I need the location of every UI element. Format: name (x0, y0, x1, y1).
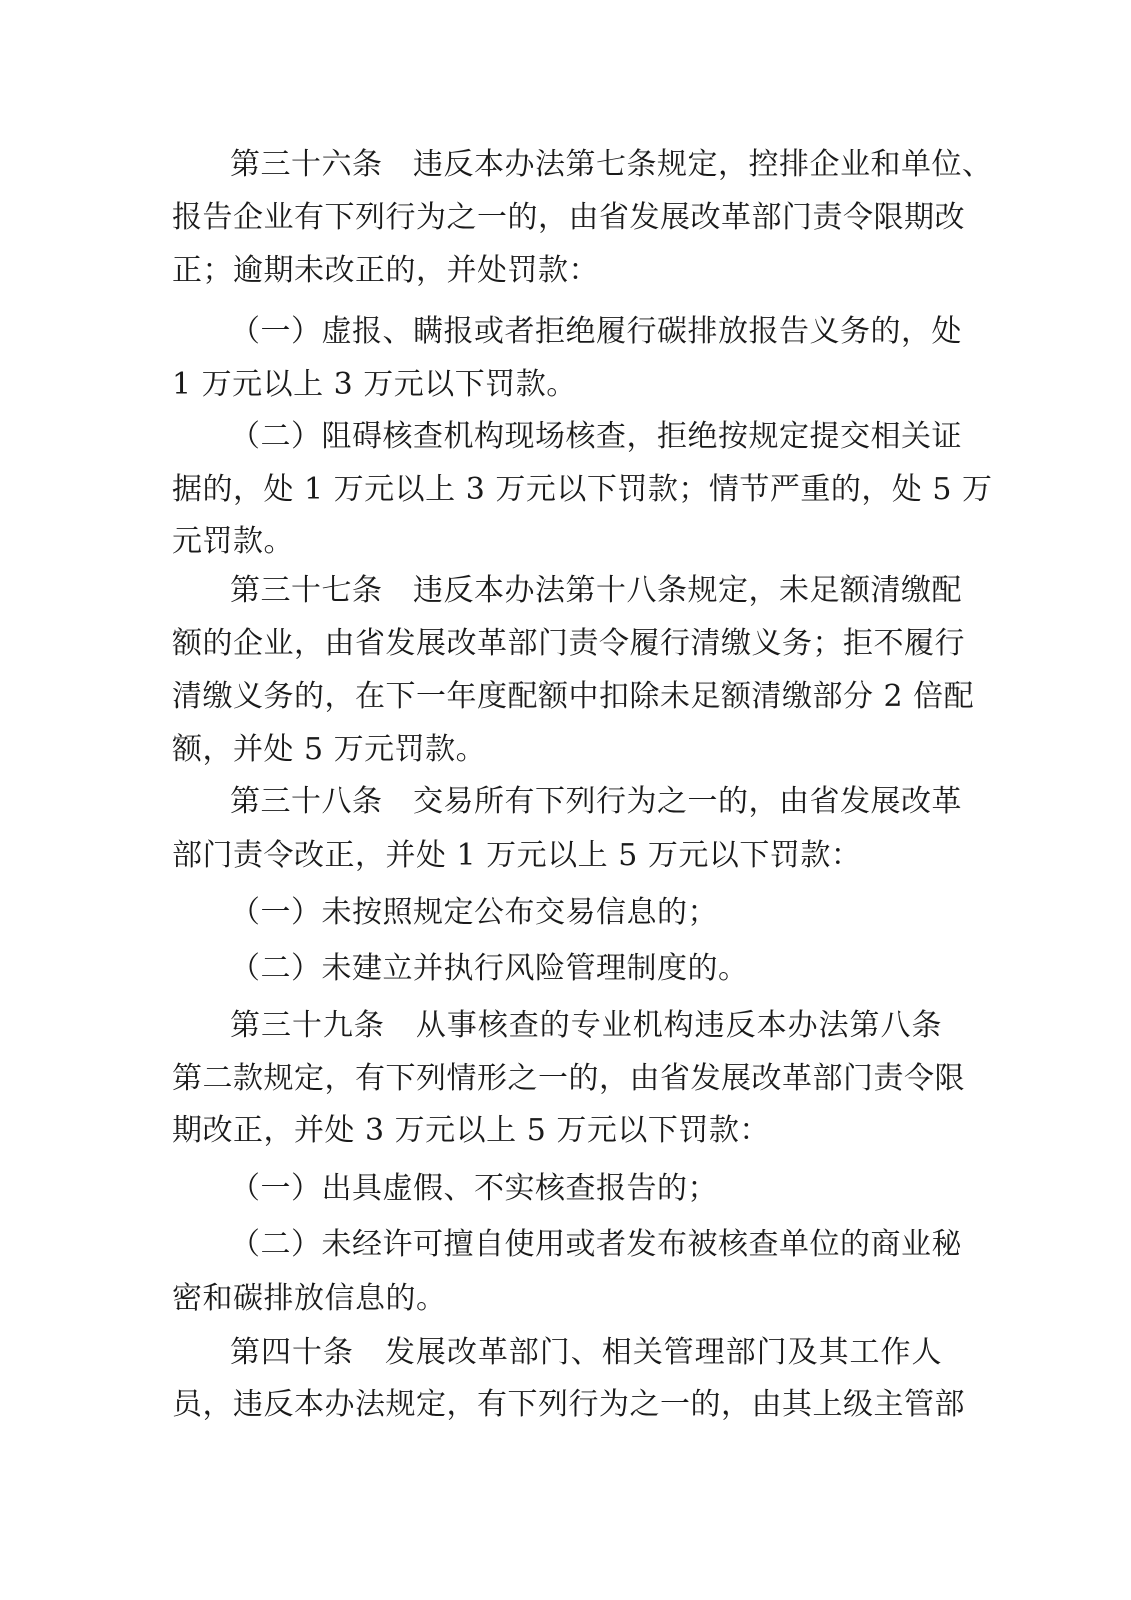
article-36-text-line: 正；逾期未改正的，并处罚款： (172, 253, 599, 288)
article-39-text-line: 期改正，并处 3 万元以上 5 万元以下罚款： (172, 1113, 770, 1148)
article-37-text-line: 额的企业，由省发展改革部门责令履行清缴义务；拒不履行 (172, 626, 965, 661)
article-36-text-line: 报告企业有下列行为之一的，由省发展改革部门责令限期改 (172, 200, 965, 235)
article-37-text-line: 额，并处 5 万元罚款。 (172, 732, 487, 767)
article-39-item-1-line: （一）出具虚假、不实核查报告的； (230, 1171, 718, 1206)
article-36-item-2-line: 元罚款。 (172, 524, 294, 559)
article-39-item-2-line: （二）未经许可擅自使用或者发布被核查单位的商业秘 (230, 1227, 962, 1262)
article-39-text-line: 第二款规定，有下列情形之一的，由省发展改革部门责令限 (172, 1061, 965, 1096)
article-36-item-1-line: （一）虚报、瞒报或者拒绝履行碳排放报告义务的，处 (230, 314, 962, 349)
article-36-item-2-line: （二）阻碍核查机构现场核查，拒绝按规定提交相关证 (230, 419, 962, 454)
article-39-item-2-line: 密和碳排放信息的。 (172, 1281, 447, 1316)
article-38-text-line: 部门责令改正，并处 1 万元以上 5 万元以下罚款： (172, 838, 862, 873)
article-37-text-line: 清缴义务的，在下一年度配额中扣除未足额清缴部分 2 倍配 (172, 679, 975, 714)
article-36-item-1-line: 1 万元以上 3 万元以下罚款。 (172, 367, 577, 402)
article-39-heading-line: 第三十九条 从事核查的专业机构违反本办法第八条 (230, 1008, 942, 1043)
article-38-heading-line: 第三十八条 交易所有下列行为之一的，由省发展改革 (230, 784, 962, 819)
article-38-item-1-line: （一）未按照规定公布交易信息的； (230, 895, 718, 930)
article-37-heading-line: 第三十七条 违反本办法第十八条规定，未足额清缴配 (230, 573, 962, 608)
article-40-text-line: 员，违反本办法规定，有下列行为之一的，由其上级主管部 (172, 1387, 965, 1422)
article-38-item-2-line: （二）未建立并执行风险管理制度的。 (230, 951, 749, 986)
article-40-heading-line: 第四十条 发展改革部门、相关管理部门及其工作人 (230, 1335, 942, 1370)
article-36-heading-line: 第三十六条 违反本办法第七条规定，控排企业和单位、 (230, 147, 993, 182)
article-36-item-2-line: 据的，处 1 万元以上 3 万元以下罚款；情节严重的，处 5 万 (172, 472, 993, 507)
